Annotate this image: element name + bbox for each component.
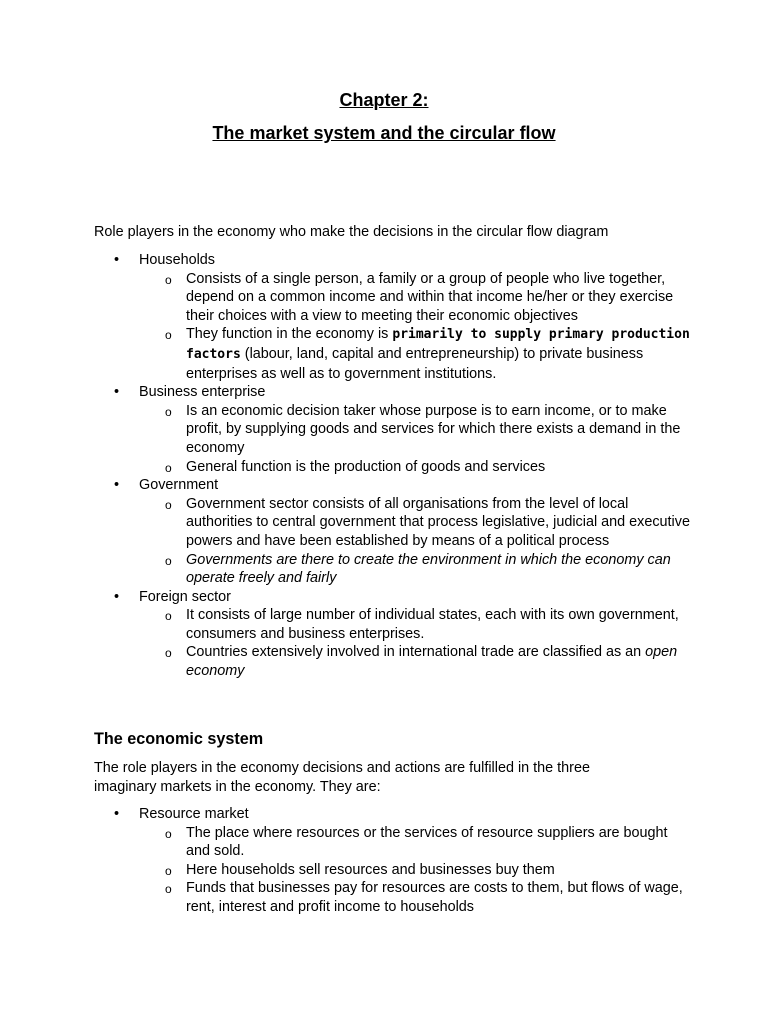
sub-bullet-icon: o	[165, 646, 172, 661]
list-item-resource-market	[94, 805, 694, 917]
sub-bullet-icon: o	[165, 460, 172, 475]
italic-text: open economy	[186, 644, 678, 680]
italic-text: Governments are there to create the environment in which the economy can operate freely and fairly	[186, 551, 671, 587]
sub-bullet-icon: o	[165, 328, 172, 343]
role-players-list	[94, 251, 694, 681]
sub-list-item	[165, 551, 694, 588]
sub-list-item	[165, 824, 694, 861]
sub-bullet-icon: o	[165, 272, 172, 287]
list-item-label: Foreign sector	[139, 588, 231, 605]
sub-list-item	[165, 879, 694, 916]
bullet-icon: •	[114, 384, 120, 401]
sub-bullet-icon: o	[165, 553, 172, 568]
list-item-label: Government	[139, 477, 219, 494]
sub-list-item	[165, 270, 694, 326]
bullet-icon: •	[114, 477, 120, 494]
emphasis-text: primarily to supply primary production factors	[186, 327, 690, 362]
sub-bullet-icon: o	[165, 863, 172, 878]
sub-item-text: Funds that businesses pay for resources are costs to them, but flows of wage, rent, interest and profit income to households	[186, 880, 683, 915]
bullet-icon: •	[114, 252, 120, 268]
sub-bullet-icon: o	[165, 882, 172, 897]
list-item-business-enterprise	[94, 383, 694, 476]
sub-item-text: Government sector consists of all organisations from the level of local authorities to central government that process legislative, judicial and executive powers and have been established by means of a political process	[186, 495, 690, 549]
sub-item-text: General function is the production of goods and services	[186, 458, 546, 475]
sub-list-item	[165, 325, 694, 383]
sub-list-item	[165, 861, 694, 880]
list-item-government	[94, 476, 694, 588]
section-heading: The economic system	[94, 730, 264, 748]
sub-bullet-icon: o	[165, 404, 172, 419]
sub-item-text: Consists of a single person, a family or a group of people who live together, depend on a common income and within that income he/her or they exercise their choices with a view to meeting their economic objectives	[186, 270, 674, 324]
list-item-label: Resource market	[139, 806, 249, 822]
chapter-subtitle: The market system and the circular flow	[212, 123, 556, 143]
list-item-foreign-sector	[94, 588, 694, 681]
sub-list-item	[165, 458, 694, 477]
sub-list-item	[165, 495, 694, 551]
sub-item-text: Here households sell resources and businesses buy them	[186, 861, 555, 878]
sub-bullet-icon: o	[165, 609, 172, 624]
sub-bullet-icon: o	[165, 497, 172, 512]
list-item-label: Business enterprise	[139, 384, 266, 401]
sub-item-text: It consists of large number of individual states, each with its own government, consumers and business enterprises.	[186, 607, 679, 642]
sub-list-item	[165, 606, 694, 643]
sub-item-text: (labour, land, capital and entrepreneurship) to private business enterprises as well as to government institutions.	[186, 345, 644, 382]
sub-item-text: They function in the economy is	[186, 326, 393, 343]
markets-list	[94, 805, 694, 917]
sub-item-text: The place where resources or the services of resource suppliers are bought and sold.	[186, 824, 668, 860]
intro-paragraph: Role players in the economy who make the decisions in the circular flow diagram	[94, 224, 609, 240]
sub-bullet-icon: o	[165, 826, 172, 841]
list-item-label: Households	[139, 252, 216, 268]
sub-list-item	[165, 643, 694, 680]
list-item-households	[94, 251, 694, 383]
sub-list-item	[165, 402, 694, 458]
chapter-title: Chapter 2:	[339, 90, 429, 110]
bullet-icon: •	[114, 588, 120, 605]
sub-item-text: Is an economic decision taker whose purpose is to earn income, or to make profit, by supplying goods and services for which there exists a demand in the economy	[186, 402, 681, 456]
bullet-icon: •	[114, 806, 120, 822]
section-intro-paragraph: The role players in the economy decisions and actions are fulfilled in the three imaginary markets in the economy. They are:	[94, 760, 590, 795]
sub-item-text: Countries extensively involved in international trade are classified as an	[186, 644, 646, 661]
